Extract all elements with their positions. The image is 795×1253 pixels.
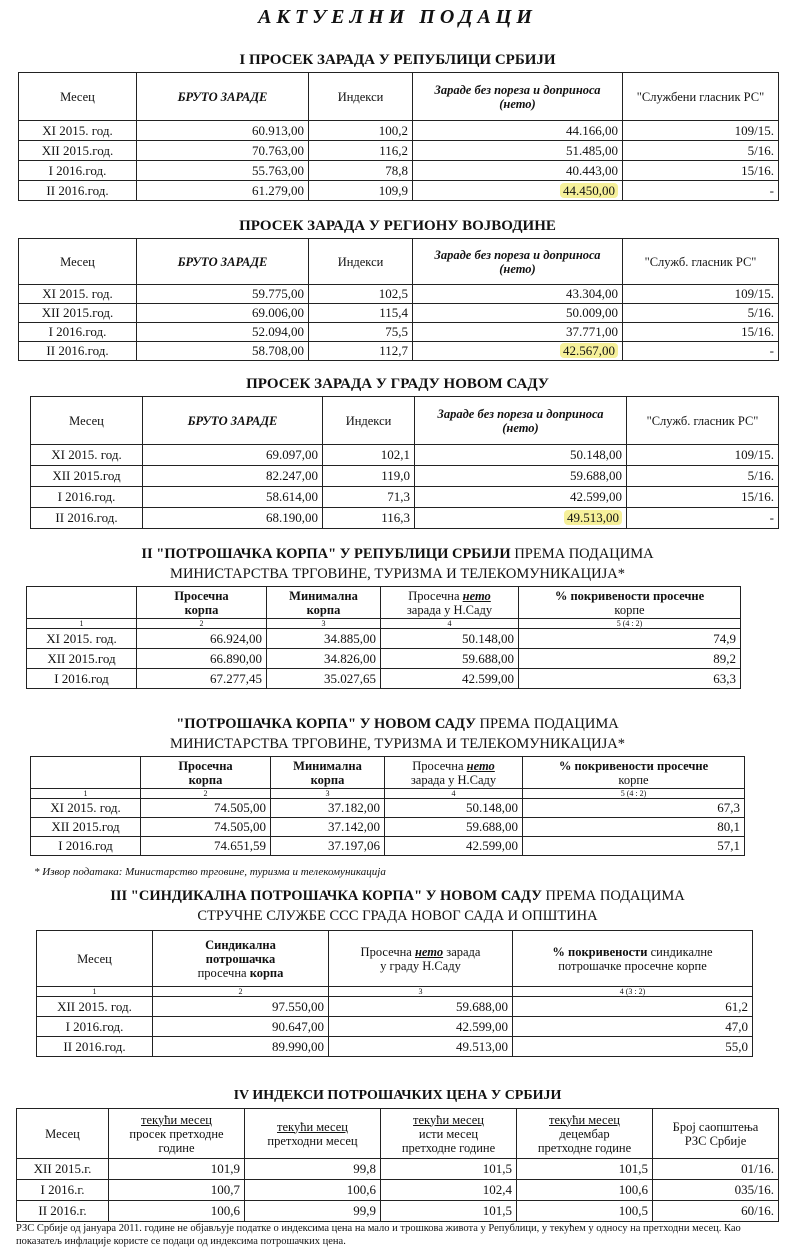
col-avg-net: Просечна нето зарада у Н.Саду <box>381 587 519 619</box>
table-row: XII 2015.г. 101,9 99,8 101,5 101,5 01/16. <box>17 1159 779 1180</box>
col-coverage: % покривености просечне корпе <box>519 587 741 619</box>
highlighted-value: 49.513,00 <box>564 510 622 525</box>
col-cpi-avg-prev-year: текући месец просек претходне године <box>109 1109 245 1159</box>
section-4-title: II "ПОТРОШАЧКА КОРПА" У РЕПУБЛИЦИ СРБИЈИ ПРЕМА ПОДАЦИМА <box>141 546 654 562</box>
table-row: I 2016.год 74.651,59 37.197,06 42.599,00 57,1 <box>31 837 745 856</box>
table-cpi <box>16 1108 779 1222</box>
col-coverage: % покривености просечне корпе <box>523 757 745 789</box>
col-month: Месец <box>31 397 143 445</box>
numbering-row: 1 2 3 4 5 (4 : 2) <box>27 619 741 629</box>
col-avg-basket: Просечна корпа <box>137 587 267 619</box>
table-row: XI 2015. год. 66.924,00 34.885,00 50.148,00 74,9 <box>27 629 741 649</box>
col-gross: БРУТО ЗАРАДЕ <box>143 397 323 445</box>
col-gazette: "Служб. гласник РС" <box>627 397 779 445</box>
col-index: Индекси <box>309 239 413 285</box>
section-4-subtitle: МИНИСТАРСТВА ТРГОВИНЕ, ТУРИЗМА И ТЕЛЕКОМУНИКАЦИЈА* <box>170 566 625 582</box>
main-title: АКТУЕЛНИ ПОДАЦИ <box>258 6 537 28</box>
numbering-row: 1 2 3 4 (3 : 2) <box>37 987 753 997</box>
col-gross: БРУТО ЗАРАДЕ <box>137 73 309 121</box>
table-vojvodina-wages <box>18 238 779 361</box>
table-row: II 2016.год. 89.990,00 49.513,00 55,0 <box>37 1037 753 1057</box>
col-cpi-december: текући месец децембар претходне године <box>517 1109 653 1159</box>
col-month: Месец <box>37 931 153 987</box>
highlighted-value: 44.450,00 <box>560 183 618 198</box>
col-release-number: Број саопштења РЗС Србије <box>653 1109 779 1159</box>
table-row: I 2016.год. 55.763,00 78,8 40.443,00 15/16. <box>19 161 779 181</box>
table-novisad-basket <box>30 756 745 856</box>
table-row: XII 2015.год 74.505,00 37.142,00 59.688,00 80,1 <box>31 818 745 837</box>
table-row: I 2016.год. 90.647,00 42.599,00 47,0 <box>37 1017 753 1037</box>
highlighted-value: 42.567,00 <box>560 343 618 358</box>
table-row: II 2016.год. 61.279,00 109,9 44.450,00 - <box>19 181 779 201</box>
col-month: Месец <box>17 1109 109 1159</box>
table-republic-wages <box>18 72 779 201</box>
section-7-title: IV ИНДЕКСИ ПОТРОШАЧКИХ ЦЕНА У СРБИЈИ <box>233 1088 562 1103</box>
col-net: Зараде без пореза и доприноса (нето) <box>415 397 627 445</box>
col-cpi-same-month: текући месец исти месец претходне године <box>381 1109 517 1159</box>
table-row: II 2016.г. 100,6 99,9 101,5 100,5 60/16. <box>17 1201 779 1222</box>
section-6-subtitle: СТРУЧНЕ СЛУЖБЕ ССС ГРАДА НОВОГ САДА И ОПШТИНА <box>197 908 598 924</box>
col-gazette: "Служб. гласник РС" <box>623 239 779 285</box>
section-1-title: I ПРОСЕК ЗАРАДА У РЕПУБЛИЦИ СРБИЈИ <box>239 52 556 68</box>
col-cpi-prev-month: текући месец претходни месец <box>245 1109 381 1159</box>
table-union-basket <box>36 930 753 1057</box>
col-coverage: % покривености синдикалне потрошачке просечне корпе <box>513 931 753 987</box>
table-row: I 2016.г. 100,7 100,6 102,4 100,6 035/16. <box>17 1180 779 1201</box>
table-novisad-wages <box>30 396 779 529</box>
table-republic-basket <box>26 586 741 689</box>
section-3-title: ПРОСЕК ЗАРАДА У ГРАДУ НОВОМ САДУ <box>246 376 549 392</box>
source-footnote: * Извор података: Министарство трговине, туризма и телекомуникација <box>34 866 386 878</box>
col-index: Индекси <box>309 73 413 121</box>
table-row: II 2016.год. 58.708,00 112,7 42.567,00 - <box>19 342 779 361</box>
table-row: XI 2015. год. 59.775,00 102,5 43.304,00 109/15. <box>19 285 779 304</box>
col-net: Зараде без пореза и доприноса (нето) <box>413 73 623 121</box>
table-row: I 2016.год. 58.614,00 71,3 42.599,00 15/16. <box>31 487 779 508</box>
col-min-basket: Минимална корпа <box>271 757 385 789</box>
col-avg-basket: Просечна корпа <box>141 757 271 789</box>
cpi-note: РЗС Србије од јануара 2011. године не објављује податке о индексима цена на мало и трошкова живота у Републици, у текућем у односу на претходни месец. Као показатељ инфлације користе се подаци од индексима потрошачких цена. <box>16 1223 741 1247</box>
section-5-subtitle: МИНИСТАРСТВА ТРГОВИНЕ, ТУРИЗМА И ТЕЛЕКОМУНИКАЦИЈА* <box>170 736 625 752</box>
table-row: XI 2015. год. 69.097,00 102,1 50.148,00 109/15. <box>31 445 779 466</box>
col-gross: БРУТО ЗАРАДЕ <box>137 239 309 285</box>
numbering-row: 1 2 3 4 5 (4 : 2) <box>31 789 745 799</box>
table-row: XI 2015. год. 74.505,00 37.182,00 50.148,00 67,3 <box>31 799 745 818</box>
col-month <box>27 587 137 619</box>
section-6-title: III "СИНДИКАЛНА ПОТРОШАЧКА КОРПА" У НОВОМ САДУ ПРЕМА ПОДАЦИМА <box>110 888 685 904</box>
table-row: I 2016.год 67.277,45 35.027,65 42.599,00 63,3 <box>27 669 741 689</box>
col-gazette: "Службени гласник РС" <box>623 73 779 121</box>
col-avg-net: Просечна нето зарада у граду Н.Саду <box>329 931 513 987</box>
col-month: Месец <box>19 239 137 285</box>
table-row: II 2016.год. 68.190,00 116,3 49.513,00 - <box>31 508 779 529</box>
table-row: XII 2015.год. 69.006,00 115,4 50.009,00 5/16. <box>19 304 779 323</box>
col-min-basket: Минимална корпа <box>267 587 381 619</box>
table-row: I 2016.год. 52.094,00 75,5 37.771,00 15/16. <box>19 323 779 342</box>
section-5-title: "ПОТРОШАЧКА КОРПА" У НОВОМ САДУ ПРЕМА ПОДАЦИМА <box>176 716 619 732</box>
col-month <box>31 757 141 789</box>
table-row: XI 2015. год. 60.913,00 100,2 44.166,00 109/15. <box>19 121 779 141</box>
table-row: XII 2015.год 66.890,00 34.826,00 59.688,00 89,2 <box>27 649 741 669</box>
col-month: Месец <box>19 73 137 121</box>
section-2-title: ПРОСЕК ЗАРАДА У РЕГИОНУ ВОЈВОДИНЕ <box>239 218 556 234</box>
table-row: XII 2015.год. 70.763,00 116,2 51.485,00 5/16. <box>19 141 779 161</box>
col-avg-net: Просечна нето зарада у Н.Саду <box>385 757 523 789</box>
table-row: XII 2015.год 82.247,00 119,0 59.688,00 5/16. <box>31 466 779 487</box>
col-union-basket: Синдикална потрошачка просечна корпа <box>153 931 329 987</box>
table-row: XII 2015. год. 97.550,00 59.688,00 61,2 <box>37 997 753 1017</box>
col-index: Индекси <box>323 397 415 445</box>
col-net: Зараде без пореза и доприноса (нето) <box>413 239 623 285</box>
